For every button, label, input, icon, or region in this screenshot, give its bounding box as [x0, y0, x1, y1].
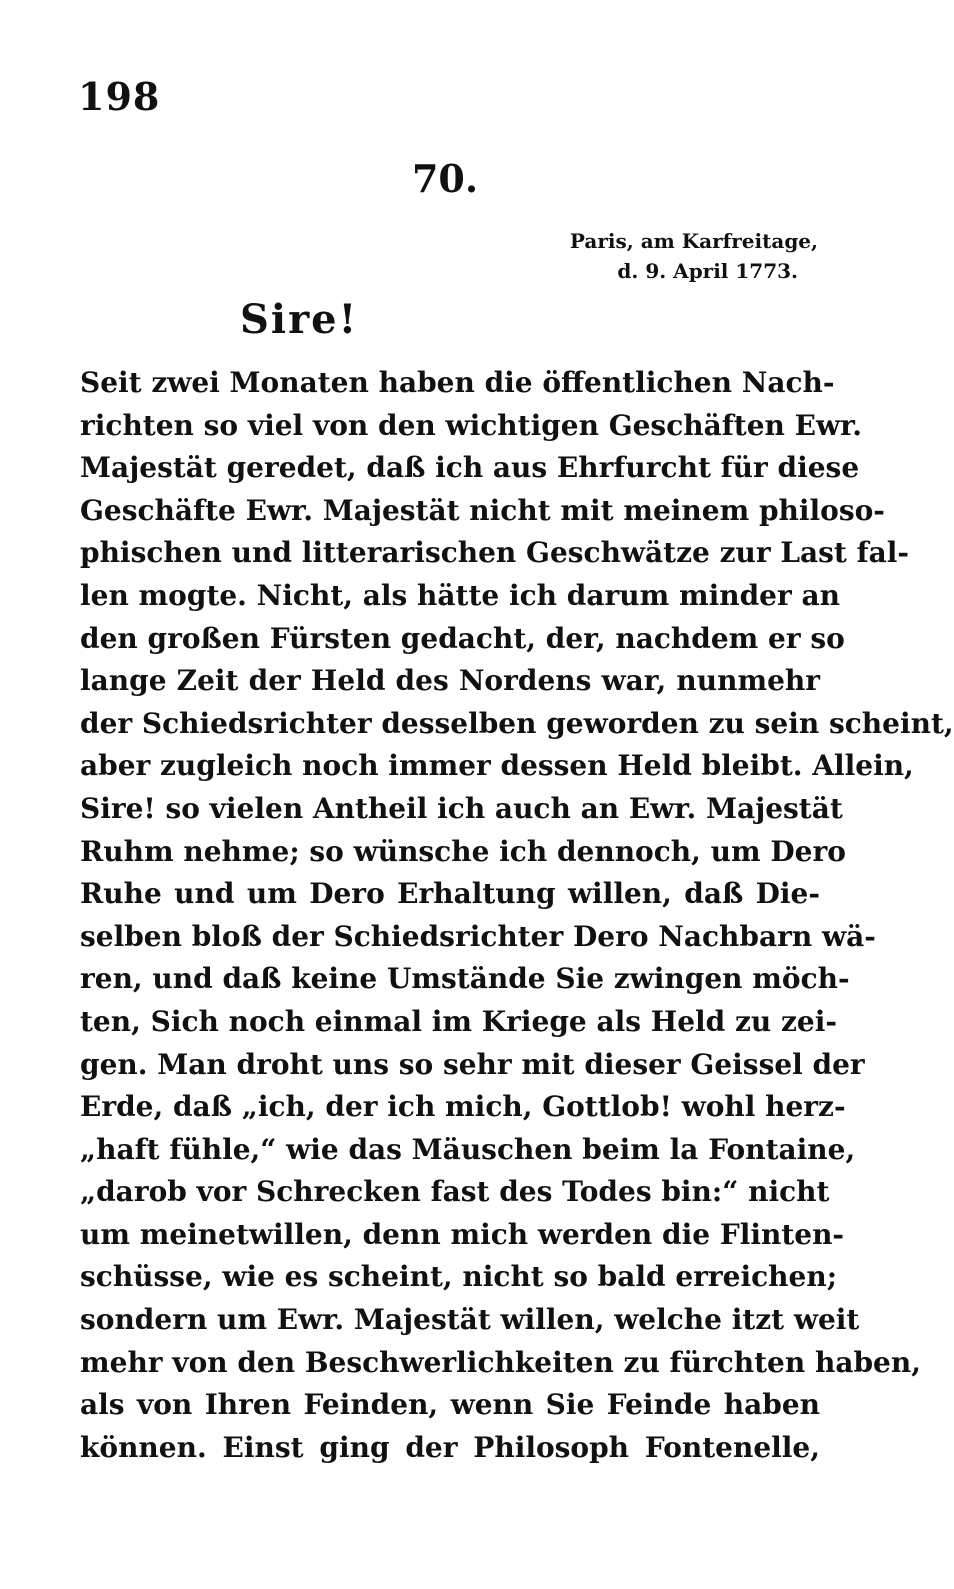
text-line: lange Zeit der Held des Nordens war, nunmehr: [80, 664, 820, 698]
text-line: Seit zwei Monaten haben die öffentlichen Nach-: [80, 366, 835, 399]
text-line: len mogte. Nicht, als hätte ich darum minder an: [80, 578, 840, 612]
text-line: als von Ihren Feinden, wenn Sie Feinde haben: [80, 1388, 820, 1422]
text-line: „darob vor Schrecken fast des Todes bin:“ nicht: [80, 1175, 830, 1209]
text-line: schüsse, wie es scheint, nicht so bald erreichen;: [80, 1260, 838, 1294]
text-line: können. Einst ging der Philosoph Fontenelle,: [80, 1430, 820, 1464]
text-line: Ruhe und um Dero Erhaltung willen, daß Die-: [80, 877, 820, 911]
text-line: um meinetwillen, denn mich werden die Flinten-: [80, 1217, 845, 1251]
letter-body: [80, 362, 954, 1469]
text-line: phischen und litterarischen Geschwätze zur Last fal-: [80, 536, 910, 570]
dateline-date: d. 9. April 1773.: [617, 259, 798, 283]
page-number: 198: [78, 74, 161, 119]
text-line: ten, Sich noch einmal im Kriege als Held zu zei-: [80, 1004, 837, 1038]
text-line: den großen Fürsten gedacht, der, nachdem er so: [80, 621, 845, 655]
text-line: aber zugleich noch immer dessen Held bleibt. Allein,: [80, 749, 914, 783]
text-line: sondern um Ewr. Majestät willen, welche itzt weit: [80, 1303, 860, 1337]
dateline-place: Paris, am Karfreitage,: [569, 229, 818, 253]
text-line: ren, und daß keine Umstände Sie zwingen möch-: [80, 962, 850, 996]
letter-number: 70.: [411, 156, 479, 201]
text-line: Ruhm nehme; so wünsche ich dennoch, um Dero: [80, 834, 846, 868]
salutation: Sire!: [240, 296, 359, 343]
text-line: Majestät geredet, daß ich aus Ehrfurcht für diese: [80, 451, 860, 485]
text-line: der Schiedsrichter desselben geworden zu sein scheint,: [80, 706, 954, 740]
dateline: [570, 226, 818, 286]
text-line: Erde, daß „ich, der ich mich, Gottlob! wohl herz-: [80, 1090, 846, 1124]
text-line: selben bloß der Schiedsrichter Dero Nachbarn wä-: [80, 919, 876, 953]
text-line: gen. Man droht uns so sehr mit dieser Geissel der: [80, 1047, 865, 1081]
text-line: „haft fühle,“ wie das Mäuschen beim la Fontaine,: [80, 1132, 856, 1166]
text-line: richten so viel von den wichtigen Geschäften Ewr.: [80, 408, 863, 442]
text-line: mehr von den Beschwerlichkeiten zu fürchten haben,: [80, 1345, 921, 1379]
text-line: Sire! so vielen Antheil ich auch an Ewr. Majestät: [80, 791, 843, 825]
text-line: Geschäfte Ewr. Majestät nicht mit meinem philoso-: [80, 493, 885, 527]
